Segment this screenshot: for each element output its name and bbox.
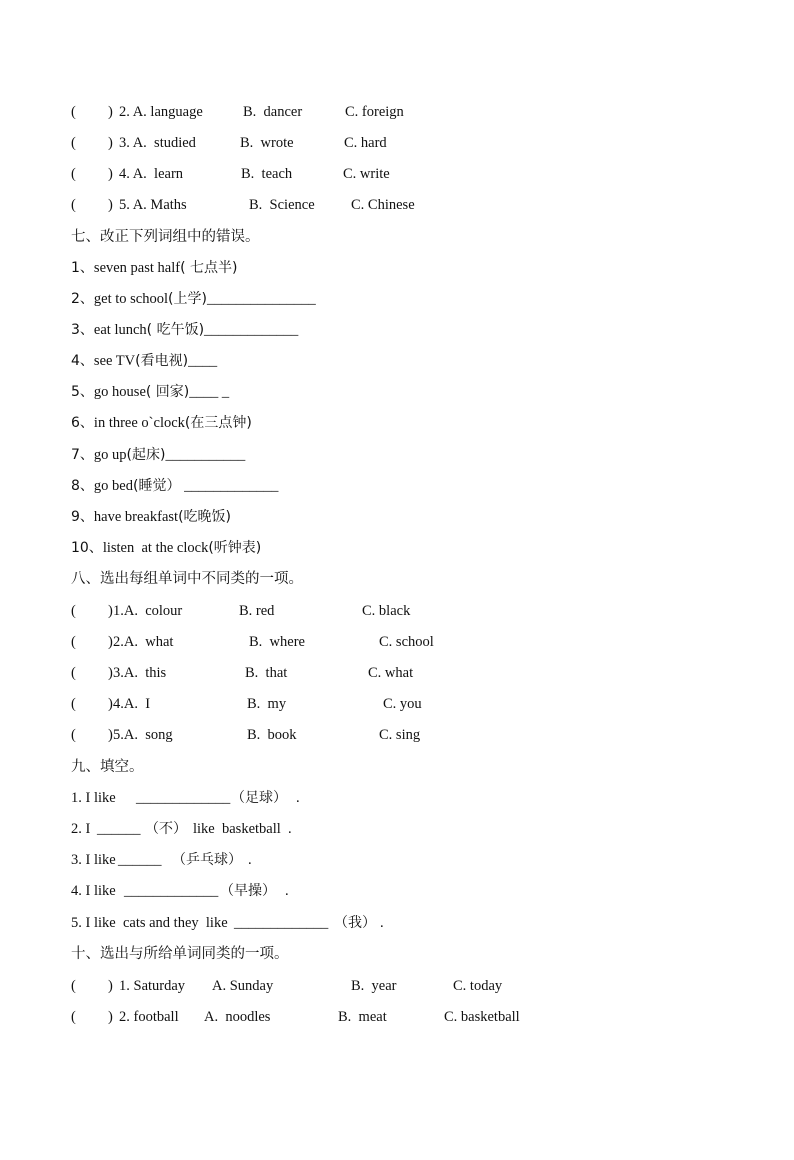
option-c: C. today xyxy=(453,978,503,994)
hint-translation: （足球） xyxy=(231,790,287,806)
option-a: 1.A. colour xyxy=(113,603,183,619)
hint-translation: （不） xyxy=(145,821,187,837)
item-number: 7、 xyxy=(71,447,94,463)
section9-item-2 xyxy=(0,818,292,840)
section6-item-4 xyxy=(0,163,390,185)
option-a: 2.A. what xyxy=(113,634,174,650)
section6-item-3 xyxy=(0,132,387,154)
hint-translation: （乒乓球） xyxy=(172,852,242,868)
section10-item-2 xyxy=(0,1006,520,1028)
answer-paren-close: ) xyxy=(108,665,113,681)
item-number: 9、 xyxy=(71,509,94,525)
section8-item-4 xyxy=(0,693,422,715)
section7-item-2 xyxy=(71,288,316,310)
answer-paren-open: ( xyxy=(71,1009,76,1025)
sentence-end: like basketball . xyxy=(193,821,292,837)
item-number: 5、 xyxy=(71,384,94,400)
section10-item-1 xyxy=(0,975,503,997)
item-number: 10、 xyxy=(71,540,103,556)
answer-paren-open: ( xyxy=(71,727,76,743)
phrase-translation: ( 回家) xyxy=(145,384,190,400)
answer-paren-open: ( xyxy=(71,696,76,712)
answer-paren-close: ) xyxy=(108,634,113,650)
option-a: A. noodles xyxy=(204,1009,271,1025)
section9-item-4 xyxy=(0,880,289,902)
option-a: 3.A. this xyxy=(113,665,167,681)
answer-blank[interactable]: _____________ xyxy=(136,790,231,806)
option-b: B. dancer xyxy=(243,104,303,120)
answer-blank[interactable]: ______ xyxy=(118,852,162,868)
option-b: B. that xyxy=(245,665,288,681)
section7-item-3 xyxy=(71,319,298,341)
section9-item-1 xyxy=(0,787,300,809)
answer-blank[interactable]: _____________ xyxy=(124,883,219,899)
section7-item-9 xyxy=(71,506,231,528)
answer-blank[interactable]: ___________ xyxy=(165,447,246,463)
answer-paren-open: ( xyxy=(71,197,76,213)
option-c: C. write xyxy=(343,166,390,182)
option-c: C. Chinese xyxy=(351,197,415,213)
option-a: 4.A. I xyxy=(113,696,151,712)
option-b: B. book xyxy=(247,727,297,743)
sentence-start: 3. I like xyxy=(71,852,116,868)
section8-item-1 xyxy=(0,600,411,622)
answer-paren-close: ) xyxy=(108,603,113,619)
option-a: 2. A. language xyxy=(119,104,203,120)
hint-translation: （早操） xyxy=(220,883,276,899)
option-a: 5. A. Maths xyxy=(119,197,187,213)
section7-item-4 xyxy=(71,350,217,372)
phrase-translation: (睡觉） xyxy=(132,478,181,494)
phrase: get to school xyxy=(93,291,169,307)
answer-blank[interactable]: ____ xyxy=(188,353,218,369)
sentence-start: 5. I like cats and they like xyxy=(71,915,228,931)
answer-paren-close: ) xyxy=(108,135,113,151)
answer-paren-close: ) xyxy=(108,696,113,712)
given-word: 2. football xyxy=(119,1009,179,1025)
answer-paren-close: ) xyxy=(108,104,113,120)
sentence-end: . xyxy=(285,883,289,899)
section7-item-1 xyxy=(71,257,237,279)
sentence-end: . xyxy=(380,915,384,931)
option-b: B. where xyxy=(249,634,305,650)
answer-paren-close: ) xyxy=(108,727,113,743)
phrase: have breakfast xyxy=(93,509,179,525)
section10-heading: 十、选出与所给单词同类的一项。 xyxy=(71,946,289,962)
section9-item-3 xyxy=(0,849,252,871)
hint-translation: （我） xyxy=(334,915,376,931)
option-c: C. hard xyxy=(344,135,387,151)
option-c: C. school xyxy=(379,634,434,650)
option-b: B. meat xyxy=(338,1009,387,1025)
option-c: C. sing xyxy=(379,727,421,743)
sentence-end: . xyxy=(296,790,300,806)
answer-blank[interactable]: _____________ xyxy=(184,478,279,494)
item-number: 1、 xyxy=(71,260,94,276)
option-a: 3. A. studied xyxy=(119,135,196,151)
option-c: C. black xyxy=(362,603,411,619)
section7-heading: 七、改正下列词组中的错误。 xyxy=(71,229,260,245)
section8-item-5 xyxy=(0,724,421,746)
phrase-translation: (吃晚饭) xyxy=(178,509,231,525)
item-number: 6、 xyxy=(71,415,94,431)
option-b: B. Science xyxy=(249,197,315,213)
phrase: listen at the clock xyxy=(102,540,209,556)
answer-paren-open: ( xyxy=(71,978,76,994)
answer-paren-open: ( xyxy=(71,603,76,619)
answer-paren-open: ( xyxy=(71,104,76,120)
section9-heading: 九、填空。 xyxy=(71,759,144,775)
option-a: A. Sunday xyxy=(212,978,274,994)
answer-paren-open: ( xyxy=(71,634,76,650)
answer-paren-open: ( xyxy=(71,166,76,182)
answer-paren-close: ) xyxy=(108,978,113,994)
section7-item-5 xyxy=(71,381,229,403)
section6-item-5 xyxy=(0,194,415,216)
option-c: C. foreign xyxy=(345,104,404,120)
option-b: B. year xyxy=(351,978,397,994)
option-b: B. red xyxy=(239,603,275,619)
answer-paren-open: ( xyxy=(71,135,76,151)
phrase-translation: (起床) xyxy=(126,447,166,463)
answer-paren-open: ( xyxy=(71,665,76,681)
sentence-start: 4. I like xyxy=(71,883,116,899)
phrase-translation: ( 七点半) xyxy=(180,260,238,276)
item-number: 8、 xyxy=(71,478,94,494)
phrase-translation: (听钟表) xyxy=(208,540,262,556)
item-number: 4、 xyxy=(71,353,94,369)
section7-item-6 xyxy=(71,412,252,434)
section7-item-8 xyxy=(71,475,278,497)
phrase: go bed xyxy=(93,478,133,494)
item-number: 2、 xyxy=(71,291,94,307)
answer-blank[interactable]: _____________ xyxy=(204,322,299,338)
phrase: go house xyxy=(93,384,146,400)
item-number: 3、 xyxy=(71,322,94,338)
option-b: B. my xyxy=(247,696,287,712)
answer-blank[interactable]: _____________ xyxy=(234,915,329,931)
answer-paren-close: ) xyxy=(108,197,113,213)
answer-paren-close: ) xyxy=(108,166,113,182)
option-c: C. basketball xyxy=(444,1009,520,1025)
phrase-translation: (看电视) xyxy=(135,353,189,369)
sentence-start: 2. I xyxy=(71,821,91,837)
answer-blank[interactable]: ____ _ xyxy=(189,384,230,400)
option-b: B. wrote xyxy=(240,135,294,151)
phrase: in three o`clock xyxy=(93,415,185,431)
phrase-translation: ( 吃午饭) xyxy=(146,322,205,338)
phrase: see TV xyxy=(93,353,136,369)
phrase: eat lunch xyxy=(93,322,147,338)
section7-item-7 xyxy=(71,444,245,466)
section8-item-2 xyxy=(0,631,434,653)
sentence-start: 1. I like xyxy=(71,790,116,806)
answer-blank[interactable]: _______________ xyxy=(206,291,316,307)
sentence-end: . xyxy=(248,852,252,868)
option-a: 4. A. learn xyxy=(119,166,184,182)
phrase-translation: (在三点钟) xyxy=(184,415,252,431)
answer-blank[interactable]: ______ xyxy=(97,821,141,837)
option-b: B. teach xyxy=(241,166,293,182)
section8-heading: 八、选出每组单词中不同类的一项。 xyxy=(71,571,303,587)
phrase: seven past half xyxy=(93,260,181,276)
option-a: 5.A. song xyxy=(113,727,173,743)
section8-item-3 xyxy=(0,662,414,684)
phrase-translation: (上学) xyxy=(168,291,207,307)
option-c: C. you xyxy=(383,696,422,712)
section7-item-10 xyxy=(71,537,261,559)
given-word: 1. Saturday xyxy=(119,978,186,994)
answer-paren-close: ) xyxy=(108,1009,113,1025)
section6-item-2 xyxy=(0,101,404,123)
phrase: go up xyxy=(93,447,127,463)
option-c: C. what xyxy=(368,665,414,681)
section9-item-5 xyxy=(0,912,384,934)
